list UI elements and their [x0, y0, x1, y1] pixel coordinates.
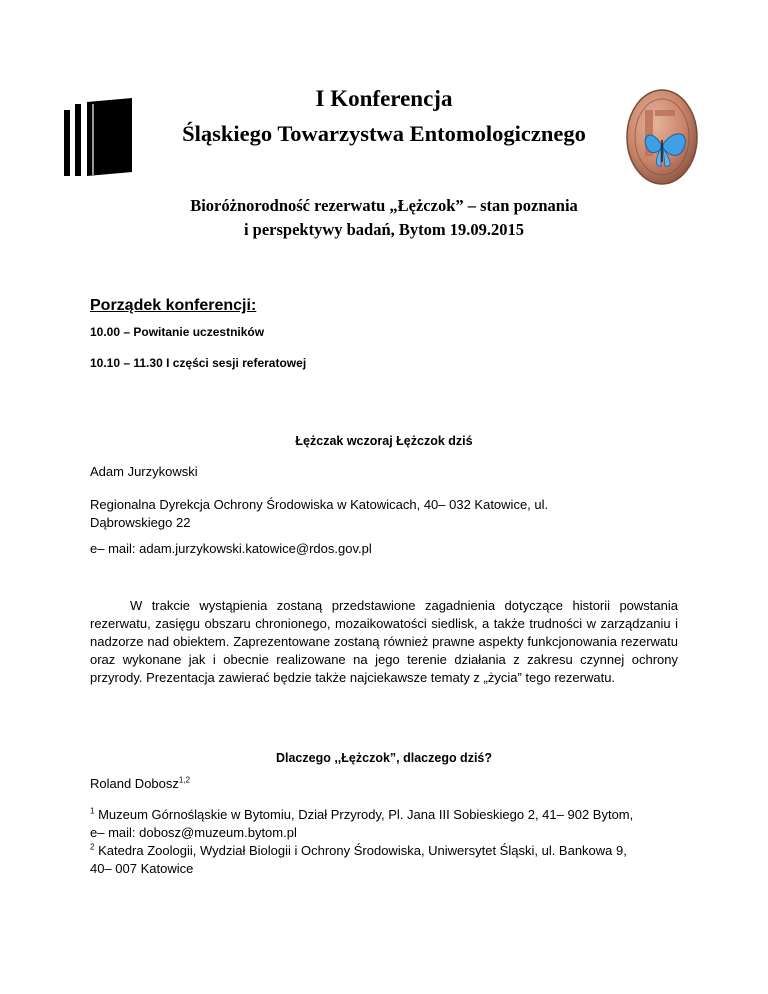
author-name: Roland Dobosz	[90, 776, 179, 791]
talk-title: Łężczak wczoraj Łężczok dziś	[295, 434, 473, 448]
affiliation-1-email: e– mail: dobosz@muzeum.bytom.pl	[90, 825, 297, 840]
agenda-item: 10.10 – 11.30 I części sesji referatowej	[90, 356, 307, 370]
affiliation-1	[90, 806, 690, 824]
society-name: Śląskiego Towarzystwa Entomologicznego	[182, 121, 586, 146]
talk-email: e– mail: adam.jurzykowski.katowice@rdos.gov.pl	[90, 541, 372, 556]
conference-subtitle-line2: i perspektywy badań, Bytom 19.09.2015	[243, 220, 525, 239]
talk-author: Adam Jurzykowski	[90, 464, 198, 479]
talk-author	[90, 775, 678, 793]
agenda-item: 10.00 – Powitanie uczestników	[90, 325, 265, 339]
talk-affiliation-line1: Regionalna Dyrekcja Ochrony Środowiska w Katowicach, 40– 032 Katowice, ul.	[90, 497, 549, 512]
author-superscript: 1,2	[178, 775, 191, 785]
agenda-heading: Porządek konferencji:	[90, 297, 257, 314]
conference-title: I Konferencja	[315, 86, 453, 111]
affiliation-text: Katedra Zoologii, Wydział Biologii i Ochrony Środowiska, Uniwersytet Śląski, ul. Bankowa 9,	[98, 843, 627, 858]
affiliation-text: Muzeum Górnośląskie w Bytomiu, Dział Przyrody, Pl. Jana III Sobieskiego 2, 41– 902 Bytom,	[98, 807, 634, 822]
talk-title: Dlaczego ,,Łężczok”, dlaczego dziś?	[275, 751, 493, 765]
affiliation-2-address: 40– 007 Katowice	[90, 861, 194, 876]
talk-abstract: W trakcie wystąpienia zostaną przedstawione zagadnienia dotyczące historii powstania rezerwatu, zasięgu obszaru chronionego, mozaikowatości siedlisk, a także trudności w zarządzaniu i nadzorze nad obiektem. Zaprezentowane zostaną również prawne aspekty funkcjonowania rezerwatu oraz wykonane jak i obecnie realizowane na jego terenie działania z zakresu czynnej ochrony przyrody. Prezentacja zawierać będzie także najciekawsze tematy z „życia” tego rezerwatu.	[90, 598, 678, 685]
affiliation-superscript: 2	[90, 842, 95, 852]
affiliation-2	[90, 842, 690, 860]
affiliation-superscript: 1	[90, 806, 95, 816]
talk-affiliation-line2: Dąbrowskiego 22	[90, 515, 191, 530]
conference-subtitle-line1: Bioróżnorodność rezerwatu „Łężczok” – stan poznania	[190, 196, 578, 215]
